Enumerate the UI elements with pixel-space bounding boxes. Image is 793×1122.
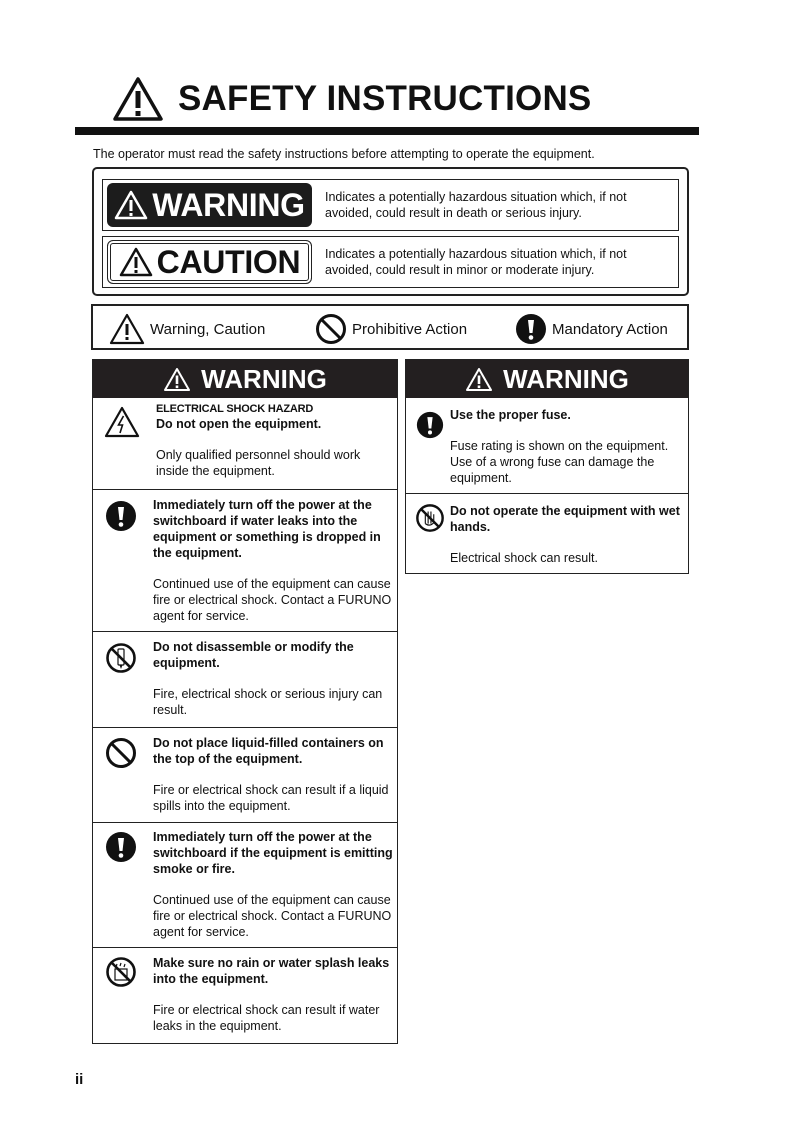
item-heading: Use the proper fuse. [450, 408, 571, 422]
item-heading: Do not open the equipment. [156, 417, 322, 431]
item-heading: Do not place liquid-filled containers on the top of the equipment. [153, 736, 384, 766]
mandatory-action-icon [416, 410, 444, 440]
legend-row-caution [102, 236, 679, 288]
item-text [153, 829, 393, 940]
item-text [450, 503, 684, 566]
signal-word-legend [92, 167, 689, 296]
warning-triangle-icon [109, 313, 145, 345]
item-body: Fire or electrical shock can result if a liquid spills into the equipment. [153, 783, 389, 813]
warning-description: Indicates a potentially hazardous situation which, if not avoided, could result in death or serious injury. [325, 190, 627, 220]
item-body: Continued use of the equipment can cause fire or electrical shock. Contact a FURUNO agent for service. [153, 893, 392, 939]
key-mandatory [515, 313, 668, 345]
warning-triangle-icon [163, 367, 191, 392]
no-disassembly-icon [105, 642, 137, 674]
item-text [156, 403, 393, 479]
caution-triangle-icon [119, 247, 153, 277]
warning-item [93, 947, 397, 1043]
key-prohibitive-label: Prohibitive Action [352, 320, 468, 338]
item-text [153, 497, 393, 624]
item-text [450, 407, 684, 486]
caution-signal-label [107, 240, 312, 284]
item-heading: Immediately turn off the power at the switchboard if the equipment is emitting smoke or fire. [153, 830, 393, 876]
key-mandatory-label: Mandatory Action [552, 320, 668, 338]
item-body: Fuse rating is shown on the equipment. Use of a wrong fuse can damage the equipment. [450, 439, 669, 485]
title-divider [75, 127, 699, 135]
panel-header-label: WARNING [201, 363, 327, 394]
caution-word: CAUTION [156, 243, 301, 280]
mandatory-action-icon [515, 313, 547, 345]
item-hazard: ELECTRICAL SHOCK HAZARD [156, 403, 314, 415]
intro-text: The operator must read the safety instructions before attempting to operate the equipment. [93, 147, 595, 161]
warning-item [93, 822, 397, 947]
panel-header [93, 360, 397, 398]
item-body: Fire or electrical shock can result if water leaks in the equipment. [153, 1003, 380, 1033]
item-heading: Make sure no rain or water splash leaks into the equipment. [153, 956, 390, 986]
warning-item [93, 727, 397, 822]
warning-item [93, 489, 397, 631]
caution-description: Indicates a potentially hazardous situation which, if not avoided, could result in minor or moderate injury. [325, 247, 627, 277]
panel-header-label: WARNING [503, 363, 629, 394]
mandatory-action-icon [105, 500, 137, 532]
item-text [153, 639, 393, 718]
item-heading: Do not disassemble or modify the equipment. [153, 640, 354, 670]
warning-panel-left [92, 359, 398, 1044]
no-water-icon [105, 956, 137, 988]
mandatory-action-icon [105, 831, 137, 863]
panel-header [406, 360, 688, 398]
prohibited-icon [105, 737, 137, 769]
item-body: Continued use of the equipment can cause fire or electrical shock. Contact a FURUNO agent for service. [153, 577, 392, 623]
key-warning-caution-label: Warning, Caution [150, 320, 266, 338]
symbol-key [91, 304, 689, 350]
warning-triangle-icon [465, 367, 493, 392]
page-number: ii [75, 1071, 84, 1088]
warning-item [406, 398, 688, 493]
item-text [153, 955, 393, 1034]
warning-item [93, 631, 397, 727]
no-wet-hands-icon [415, 503, 445, 533]
key-warning-caution [109, 313, 265, 345]
item-heading: Immediately turn off the power at the switchboard if water leaks into the equipment or something is dropped in the equipment. [153, 498, 381, 560]
warning-triangle-icon [114, 190, 148, 220]
warning-word: WARNING [152, 186, 305, 223]
item-text [153, 735, 393, 814]
item-body: Fire, electrical shock or serious injury can result. [153, 687, 383, 717]
electric-shock-icon [104, 406, 140, 438]
page-title-block [112, 76, 591, 122]
warning-triangle-icon [112, 76, 164, 122]
legend-row-warning [102, 179, 679, 231]
warning-item [93, 398, 397, 489]
warning-panel-right [405, 359, 689, 574]
item-body: Electrical shock can result. [450, 551, 598, 565]
warning-item [406, 493, 688, 573]
prohibited-icon [315, 313, 347, 345]
key-prohibitive [315, 313, 467, 345]
item-body: Only qualified personnel should work inside the equipment. [156, 448, 361, 478]
page-title: SAFETY INSTRUCTIONS [178, 79, 592, 118]
item-heading: Do not operate the equipment with wet hands. [450, 504, 680, 534]
warning-signal-label [107, 183, 312, 227]
